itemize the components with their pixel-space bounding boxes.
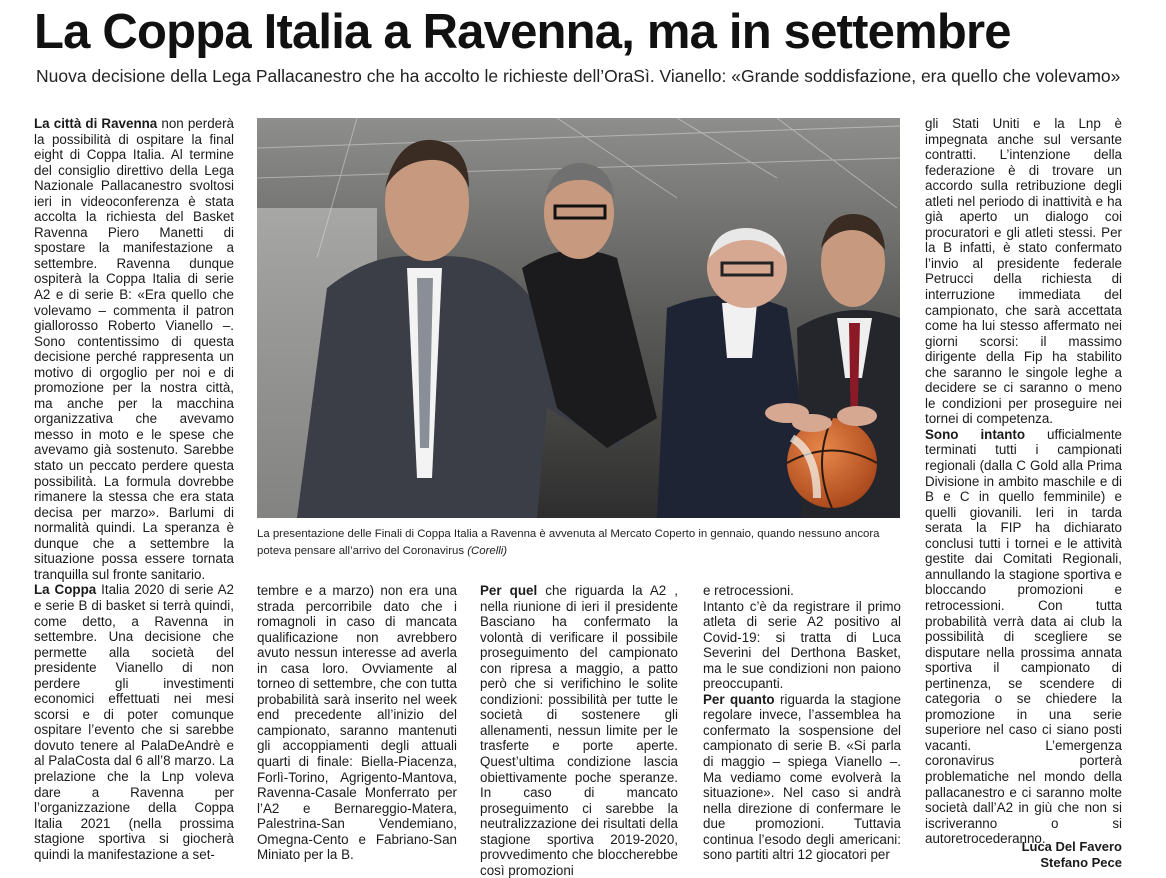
- photo-illustration: [257, 118, 900, 518]
- article-column-1: [34, 116, 234, 862]
- body-text: Italia 2020 di serie A2 e serie B di basket si terrà quindi, come detto, a Ravenna in settembre. Una decisione che permette alla società del presidente Vianello di non perdere gli investimenti economici effettuati nei mesi scorsi e di poter comunque ospitare l’evento che si sarebbe dovuto tenere al PalaDeAndrè e al PalaCosta dal 6 all’8 marzo. La prelazione che la Lnp voleva dare a Ravenna per l’organizzazione della Coppa Italia 2021 (nella prossima stagione sportiva si giocherà quindi la manifestazione a set-: [34, 582, 234, 862]
- body-text: Intanto c’è da registrare il primo atleta di serie A2 positivo al Covid-19: si tratta di Luca Severini del Derthona Basket, ma le sue condizioni non paiono preoccupanti.: [703, 598, 901, 692]
- photo-credit: (Corelli): [467, 545, 508, 557]
- lead-in: Per quel: [480, 583, 538, 598]
- author-name: Luca Del Favero: [1021, 839, 1122, 854]
- body-text: gli Stati Uniti e la Lnp è impegnata anche sul versante contratti. L’intenzione della federazione è di trovare un accordo sulla retribuzione degli atleti nel periodo di inattività e ha già aperto un dialogo coi procuratori e gli atleti stessi. Per la B infatti, è stato confermato l’invio al presidente federale Petrucci della richiesta di interruzione immediata del campionato, che sarà accettata come ha lui stesso affermato nei giorni scorsi: il massimo dirigente della Fip ha stabilito che saranno le singole leghe a decidere se ci saranno o meno le condizioni per proseguire nei tornei di competenza.: [925, 116, 1122, 427]
- body-text: ufficialmente terminati tutti i campionati regionali (dalla C Gold alla Prima Divisione in ambito maschile e di B e C in quello femminile) e quelli giovanili. Ieri in tarda serata la FIP ha dichiarato conclusi tutti i tornei e le attività gestite dai Comitati Regionali, annullando la stagione sportiva e bloccando promozioni e retrocessioni. Con tutta probabilità verrà data ai club la possibilità di scegliere se disputare nella prossima annata sportiva il campionato di pertinenza, se scendere di categoria o se chiedere la promozione in una serie superiore nel caso ci siano posti vacanti. L’emergenza coronavirus porterà problematiche nel mondo della pallacanestro e ci saranno molte società dall’A2 in giù che non si iscriveranno o si autoretrocederanno.: [925, 426, 1122, 847]
- caption-text: La presentazione delle Finali di Coppa Italia a Ravenna è avvenuta al Mercato Coperto in gennaio, quando nessuno ancora poteva pensare all’arrivo del Coronavirus: [257, 528, 880, 557]
- body-text: e retrocessioni.: [703, 583, 794, 598]
- lead-in: Sono intanto: [925, 426, 1026, 442]
- author-name: Stefano Pece: [1040, 855, 1122, 870]
- body-text: che riguarda la A2 , nella riunione di ieri il presidente Basciano ha confermato la volontà di verificare il possibile proseguimento del campionato con ripresa a maggio, a patto però che si verifichino le solite condizioni: possibilità per tutte le società di sostenere gli allenamenti, nessun limite per le trasferte e porte aperte. Quest’ultima condizione lascia obiettivamente poche speranze. In caso di mancato proseguimento ci sarebbe la neutralizzazione dei risultati della stagione sportiva 2019-2020, provvedimento che bloccherebbe così promozioni: [480, 583, 678, 878]
- basketball: [787, 418, 877, 508]
- article-column-2: [257, 583, 457, 863]
- subtitle: Nuova decisione della Lega Pallacanestro che ha accolto le richieste dell’OraSì. Vianello: «Grande soddisfazione, era quello che volevamo»: [36, 66, 1121, 86]
- body-text: non perderà la possibilità di ospitare la final eight di Coppa Italia. Al termine del consiglio direttivo della Lega Nazionale Pallacanestro svoltosi ieri in videoconferenza è stata accolta la richiesta del Basket Ravenna Piero Manetti di spostare la manifestazione a settembre. Ravenna dunque ospiterà la Coppa Italia di serie A2 e di serie B: «Era quello che volevamo – commenta il patron giallorosso Roberto Vianello –. Sono contentissimo di questa decisione perché rappresenta un motivo di orgoglio per noi e di promozione per la nostra città, ma anche per la macchina organizzativa che avevamo messo in moto e le spese che avevamo già sostenuto. Sarebbe stato un peccato perdere questa possibilità. La formula dovrebbe rimanere la stessa che era stata decisa per marzo». Barlumi di normalità quindi. La speranza è dunque che a settembre la situazione possa essere tornata tranquilla sul fronte sanitario.: [34, 116, 234, 582]
- article-column-5: [925, 116, 1122, 847]
- photo-caption: [257, 526, 900, 560]
- article-column-4: [703, 583, 901, 863]
- article-photo: [257, 118, 900, 518]
- lead-in: La città di Ravenna: [34, 116, 158, 131]
- lead-in: Per quanto: [703, 691, 775, 707]
- headline: La Coppa Italia a Ravenna, ma in settembre: [34, 5, 1011, 59]
- article-column-3: [480, 583, 678, 878]
- body-text: riguarda la stagione regolare invece, l’assemblea ha confermato la sospensione del campionato di serie B. «Si parla di maggio – spiega Vianello –. Ma vediamo come evolverà la situazione». Nel caso si andrà nella direzione di confermare le due promozioni. Tuttavia continua l’esodo degli americani: sono partiti altri 12 giocatori per: [703, 691, 902, 863]
- lead-in: La Coppa: [34, 582, 97, 598]
- body-text: tembre e a marzo) non era una strada percorribile dato che i romagnoli in caso di mancata qualificazione non avrebbero avuto nessun interesse ad averla in casa loro. Ovviamente al torneo di settembre, che con tutta probabilità sarà inserito nel week end precedente all’inizio del campionato, saranno mantenuti gli accoppiamenti degli attuali quarti di finale: Biella-Piacenza, Forlì-Torino, Agrigento-Mantova, Ravenna-Casale Monferrato per l’A2 e Bernareggio-Matera, Palestrina-San Vendemiano, Omegna-Cento e Fabriano-San Miniato per la B.: [257, 583, 457, 863]
